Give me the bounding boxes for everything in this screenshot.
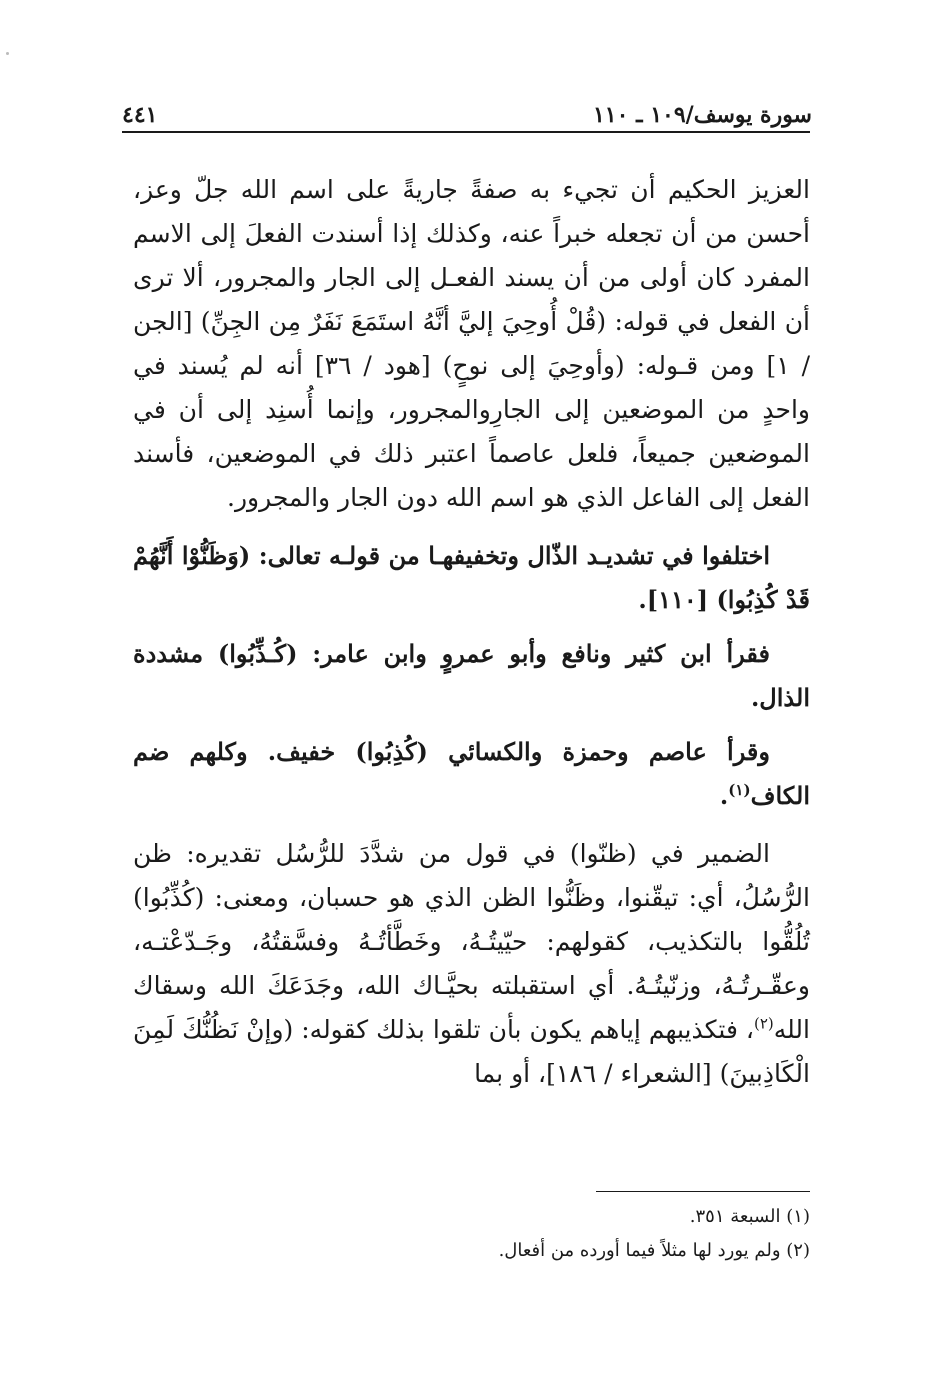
running-title: سورة يوسف/١٠٩ ـ ١١٠ xyxy=(592,102,812,128)
paragraph-2 xyxy=(133,534,810,622)
footnote-2: (٢) ولم يورد لها مثلاً فيما أورده من أفعال. xyxy=(498,1240,810,1261)
footnote-separator xyxy=(596,1191,810,1192)
footnote-1: (١) السبعة ٣٥١. xyxy=(689,1206,810,1227)
paragraph-5-text-b: ، فتكذيبهم إياهم يكون بأن تلقوا بذلك كقوله: (وإنْ نَظُنُّكَ لَمِنَ الْكَاذِبينَ) [الشعراء / ١٨٦]، أو بما xyxy=(133,1015,810,1088)
scan-speck xyxy=(6,52,9,55)
paragraph-4-end: . xyxy=(719,781,729,810)
footnote-ref-2: (٢) xyxy=(753,1014,774,1033)
footnotes xyxy=(300,1200,810,1268)
main-text xyxy=(133,168,810,1096)
paragraph-3-text: فقرأ ابن كثير ونافع وأبو عمروٍ وابن عامر: (كُـذِّبُوا) مشددة الذال. xyxy=(133,639,810,712)
paragraph-2-text: اختلفوا في تشديـد الذّال وتخفيفهـا من قولـه تعالى: (وَظَنُّوْا أَنَّهُمْ قَدْ كُذِبُوا) [١١٠]. xyxy=(133,541,810,614)
paragraph-1: العزيز الحكيم أن تجيء به صفةً جاريةً على اسم الله جلّ وعز، أحسن من أن تجعله خبراً عنه، وكذلك إذا أسندت الفعلَ إلى الاسم المفرد كان أولى من أن يسند الفعـل إلى الجار والمجرور، ألا ترى أن الفعل في قوله: (قُلْ أُوحِيَ إليَّ أنَّهُ استَمَعَ نَفَرٌ مِن الجِنِّ) [الجن / ١] ومن قـوله: (وأوحِيَ إلى نوحٍ) [هود / ٣٦] أنه لم يُسند في واحدٍ من الموضعين إلى الجارِوالمجرور، وإنما أُسنِد إلى أن في الموضعين جميعاً، فلعل عاصماً اعتبر ذلك في الموضعين، فأسند الفعل إلى الفاعل الذي هو اسم الله دون الجار والمجرور. xyxy=(133,175,811,512)
paragraph-3 xyxy=(133,632,810,720)
page-number: ٤٤١ xyxy=(122,102,158,128)
footnote-ref-1: (١) xyxy=(728,781,751,799)
paragraph-5-text-a: الضمير في (ظنّوا) في قول من شدَّدَ للرُّسُل تقديره: ظن الرُّسُلُ، أي: تيقّنوا، وظَنُّوا الظن الذي هو حسبان، ومعنى: (كُذِّبُوا) تُلُقُّوا بالتكذيب، كقولهم: حيّيتُـهُ، وخَطَّأتُـهُ وفسَّقتُهُ، وجَـدّعْتـه، وعقّـرتُـهُ، وزنّيتُـهُ. أي استقبلته بحيَّـاك الله، وجَدَعَكَ الله وسقاك الله xyxy=(133,839,810,1044)
paragraph-5 xyxy=(133,832,810,1096)
header-rule xyxy=(122,131,810,133)
page-header xyxy=(122,88,812,128)
paragraph-4 xyxy=(133,730,810,818)
paragraph-4-text: وقرأ عاصم وحمزة والكسائي (كُذِبُوا) خفيف. وكلهم ضم الكاف xyxy=(133,737,810,810)
